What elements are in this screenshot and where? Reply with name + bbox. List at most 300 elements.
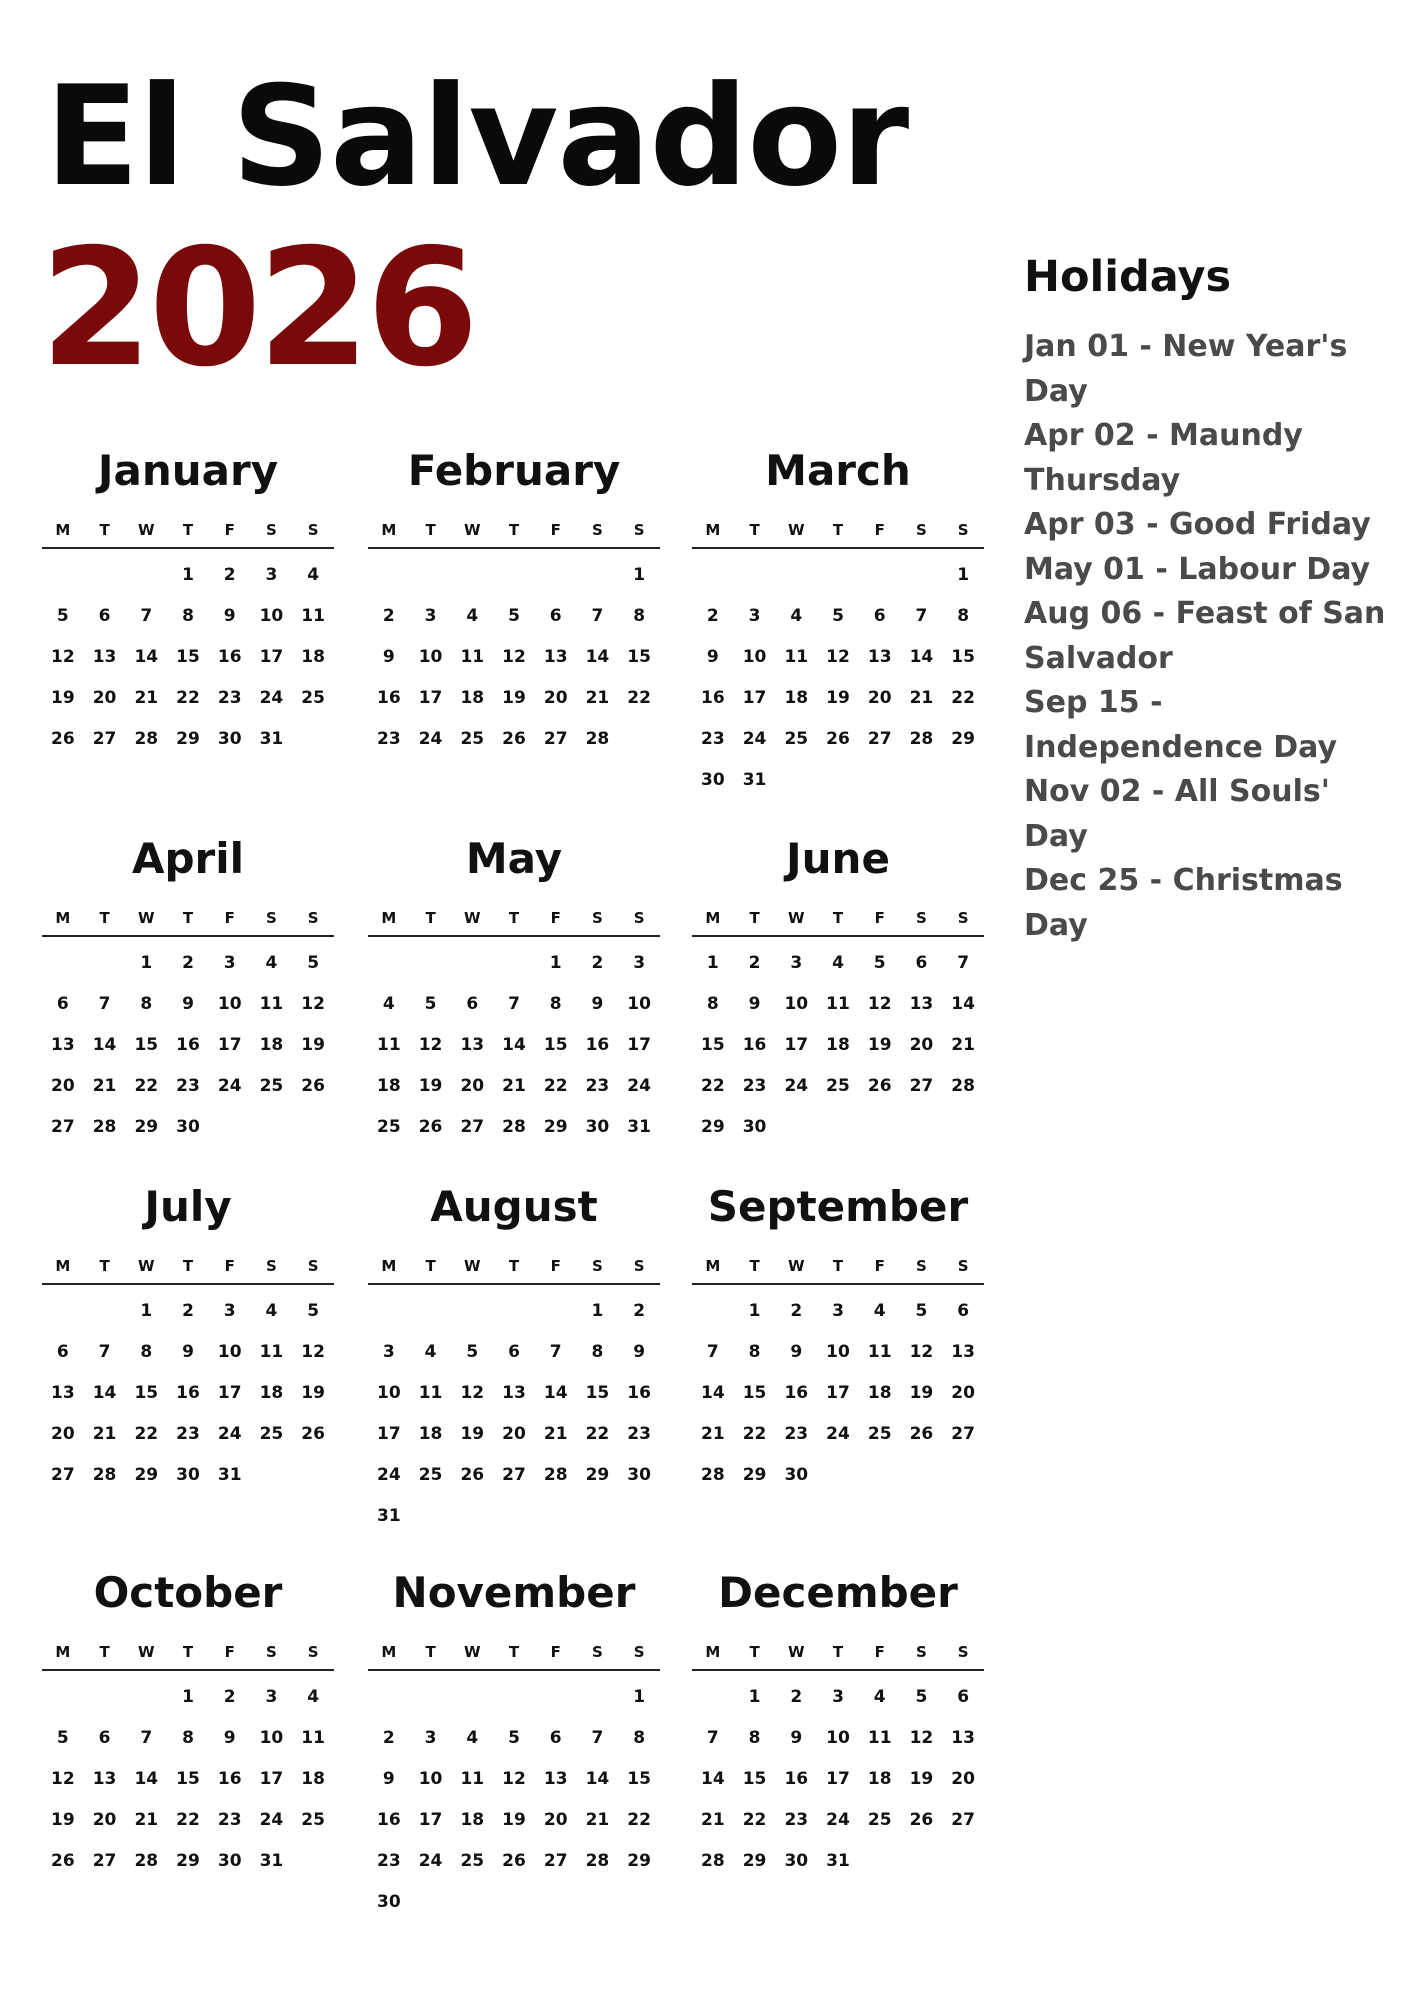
weekday-header (368, 521, 660, 549)
weekday-label: S (592, 1643, 603, 1661)
weekday-label: F (874, 1643, 885, 1661)
empty-day-cell (84, 943, 126, 984)
day-cell: 26 (909, 1810, 934, 1830)
empty-day-cell (859, 555, 901, 596)
day-cell: 29 (951, 729, 975, 749)
day-cell: 6 (98, 1728, 111, 1748)
day-cell: 3 (223, 953, 236, 973)
day-cell: 15 (951, 647, 975, 667)
month-name: October (93, 1568, 283, 1617)
weekday-label: F (874, 1257, 885, 1275)
weekday-label: T (832, 909, 844, 927)
day-cell: 13 (92, 647, 117, 667)
day-cell: 28 (543, 1465, 568, 1485)
day-cell: 3 (832, 1687, 844, 1707)
day-cell: 16 (217, 647, 242, 667)
empty-day-cell (692, 1291, 734, 1332)
day-cell: 25 (301, 688, 325, 708)
empty-day-cell (577, 1677, 619, 1718)
day-cell: 31 (259, 1851, 284, 1871)
weekday-label: T (832, 1643, 844, 1661)
day-cell: 16 (217, 1769, 242, 1789)
day-cell: 20 (951, 1383, 975, 1403)
holiday-item: Sep 15 - Independence Day (1024, 685, 1338, 765)
day-cell: 2 (591, 953, 604, 973)
weekday-label: W (788, 521, 805, 539)
weekday-label: S (592, 521, 603, 539)
day-cell: 17 (259, 647, 284, 667)
weekday-header (692, 909, 984, 937)
day-cell: 6 (56, 1342, 69, 1362)
weekday-label: S (592, 909, 603, 927)
day-cell: 10 (826, 1342, 850, 1362)
day-cell: 20 (867, 688, 892, 708)
day-cell: 11 (301, 1728, 325, 1748)
day-cell: 3 (265, 1687, 278, 1707)
day-cell: 4 (307, 1687, 320, 1707)
day-cell: 12 (909, 1342, 934, 1362)
empty-day-cell (493, 1291, 535, 1332)
weekday-label: S (266, 909, 277, 927)
day-cell: 10 (627, 994, 651, 1014)
month-name: November (392, 1568, 636, 1617)
day-cell: 12 (460, 1383, 485, 1403)
year-title: 2026 (40, 215, 475, 403)
weekday-label: T (99, 521, 110, 539)
day-cell: 6 (466, 994, 479, 1014)
day-cell: 14 (134, 647, 159, 667)
day-cell: 4 (307, 565, 320, 585)
day-cell: 6 (957, 1301, 970, 1321)
day-cell: 1 (706, 953, 719, 973)
holiday-item: Dec 25 - Christmas Day (1024, 863, 1343, 943)
month-name: June (786, 834, 890, 883)
weekday-label: W (138, 521, 155, 539)
day-cell: 12 (51, 1769, 75, 1789)
day-cell: 25 (301, 1810, 325, 1830)
weekday-label: T (425, 1643, 436, 1661)
day-cell: 3 (633, 953, 646, 973)
day-cell: 23 (784, 1810, 809, 1830)
weekday-label: T (508, 909, 520, 927)
holidays-title: Holidays (1024, 252, 1232, 302)
day-cell: 10 (259, 606, 284, 626)
day-cell: 10 (784, 994, 809, 1014)
day-cell: 29 (742, 1851, 767, 1871)
empty-day-cell (368, 1677, 410, 1718)
day-cell: 30 (742, 1117, 767, 1137)
empty-day-cell (451, 943, 493, 984)
weekday-label: S (592, 1257, 603, 1275)
day-cell: 1 (591, 1301, 604, 1321)
weekday-label: W (464, 521, 481, 539)
day-cell: 24 (784, 1076, 809, 1096)
day-cell: 15 (176, 1769, 200, 1789)
weekday-label: S (633, 521, 645, 539)
day-cell: 20 (951, 1769, 975, 1789)
weekday-label: W (788, 1257, 805, 1275)
day-cell: 24 (826, 1810, 850, 1830)
day-cell: 4 (466, 1728, 479, 1748)
day-cell: 29 (176, 729, 200, 749)
weekday-label: F (550, 1257, 561, 1275)
day-cell: 3 (790, 953, 803, 973)
day-cell: 28 (134, 729, 159, 749)
day-cell: 11 (784, 647, 809, 667)
weekday-label: F (224, 521, 235, 539)
empty-day-cell (451, 1291, 493, 1332)
day-cell: 23 (217, 1810, 242, 1830)
weekday-label: F (224, 1643, 235, 1661)
day-cell: 19 (301, 1035, 325, 1055)
day-cell: 8 (549, 994, 562, 1014)
day-cell: 2 (223, 1687, 236, 1707)
day-cell: 14 (134, 1769, 159, 1789)
day-cell: 31 (742, 770, 767, 790)
empty-day-cell (901, 555, 943, 596)
day-cell: 2 (382, 1728, 395, 1748)
month-august (368, 1182, 660, 1537)
empty-day-cell (368, 943, 410, 984)
day-cell: 24 (742, 729, 767, 749)
day-cell: 16 (585, 1035, 610, 1055)
month-name: January (97, 446, 279, 495)
day-cell: 16 (377, 688, 401, 708)
weekday-label: S (266, 1257, 277, 1275)
day-cell: 5 (56, 606, 69, 626)
empty-day-cell (692, 1677, 734, 1718)
weekday-label: M (705, 1643, 721, 1661)
day-cell: 6 (549, 606, 562, 626)
day-cell: 13 (867, 647, 892, 667)
day-cell: 17 (259, 1769, 284, 1789)
weekday-label: W (464, 1257, 481, 1275)
weekday-label: W (138, 1257, 155, 1275)
day-cell: 8 (140, 1342, 153, 1362)
day-cell: 22 (742, 1810, 767, 1830)
day-cell: 4 (265, 1301, 278, 1321)
day-cell: 18 (867, 1769, 892, 1789)
day-cell: 20 (502, 1424, 526, 1444)
day-cell: 25 (259, 1076, 284, 1096)
day-cell: 12 (826, 647, 850, 667)
day-cell: 28 (92, 1465, 117, 1485)
day-cell: 4 (790, 606, 803, 626)
empty-day-cell (535, 555, 577, 596)
day-cell: 14 (701, 1383, 725, 1403)
day-cell: 5 (873, 953, 886, 973)
weekday-label: S (916, 521, 927, 539)
weekday-header (692, 1643, 984, 1671)
weekday-label: M (705, 521, 721, 539)
day-cell: 16 (701, 688, 725, 708)
day-cell: 15 (627, 1769, 651, 1789)
day-cell: 30 (176, 1465, 200, 1485)
day-cell: 17 (217, 1383, 242, 1403)
day-cell: 22 (134, 1076, 159, 1096)
days-grid (368, 1677, 660, 1923)
weekday-label: F (874, 909, 885, 927)
empty-day-cell (451, 1677, 493, 1718)
day-cell: 21 (951, 1035, 975, 1055)
day-cell: 10 (377, 1383, 401, 1403)
holiday-item: Aug 06 - Feast of San Salvador (1024, 596, 1386, 676)
day-cell: 3 (748, 606, 761, 626)
day-cell: 28 (134, 1851, 159, 1871)
empty-day-cell (410, 1677, 452, 1718)
day-cell: 9 (706, 647, 719, 667)
weekday-label: W (788, 1643, 805, 1661)
weekday-label: S (957, 1257, 969, 1275)
weekday-label: T (99, 1257, 110, 1275)
day-cell: 30 (784, 1851, 809, 1871)
day-cell: 25 (867, 1424, 892, 1444)
day-cell: 27 (867, 729, 892, 749)
month-name: September (707, 1182, 969, 1231)
day-cell: 10 (418, 1769, 443, 1789)
days-grid (692, 555, 984, 801)
day-cell: 1 (748, 1687, 761, 1707)
day-cell: 21 (543, 1424, 568, 1444)
day-cell: 7 (957, 953, 970, 973)
day-cell: 18 (377, 1076, 401, 1096)
day-cell: 1 (182, 1687, 194, 1707)
day-cell: 18 (460, 1810, 485, 1830)
day-cell: 11 (867, 1728, 892, 1748)
weekday-label: S (307, 1643, 319, 1661)
holiday-item: Jan 01 - New Year's Day (1024, 329, 1348, 409)
day-cell: 5 (56, 1728, 69, 1748)
day-cell: 19 (301, 1383, 325, 1403)
day-cell: 20 (909, 1035, 934, 1055)
weekday-label: W (464, 909, 481, 927)
day-cell: 1 (182, 565, 194, 585)
day-cell: 13 (951, 1342, 975, 1362)
month-may (368, 834, 660, 1148)
weekday-label: M (381, 1643, 397, 1661)
day-cell: 23 (585, 1076, 610, 1096)
weekday-label: T (749, 1643, 760, 1661)
day-cell: 8 (182, 1728, 194, 1748)
day-cell: 6 (873, 606, 886, 626)
day-cell: 30 (217, 729, 242, 749)
weekday-label: S (916, 1643, 927, 1661)
day-cell: 22 (627, 688, 651, 708)
weekday-label: T (99, 909, 110, 927)
day-cell: 4 (466, 606, 479, 626)
day-cell: 1 (633, 565, 646, 585)
weekday-label: S (957, 1643, 969, 1661)
days-grid (692, 1291, 984, 1496)
day-cell: 27 (92, 729, 117, 749)
day-cell: 9 (182, 1342, 194, 1362)
day-cell: 7 (915, 606, 928, 626)
day-cell: 30 (701, 770, 725, 790)
day-cell: 2 (182, 1301, 194, 1321)
day-cell: 4 (424, 1342, 437, 1362)
day-cell: 9 (223, 606, 236, 626)
day-cell: 11 (460, 1769, 485, 1789)
weekday-label: S (266, 1643, 277, 1661)
weekday-label: S (957, 909, 969, 927)
day-cell: 6 (56, 994, 69, 1014)
day-cell: 3 (265, 565, 278, 585)
month-name: February (407, 446, 621, 495)
empty-day-cell (42, 943, 84, 984)
day-cell: 23 (784, 1424, 809, 1444)
day-cell: 24 (627, 1076, 651, 1096)
days-grid (42, 1291, 334, 1496)
day-cell: 31 (377, 1506, 401, 1526)
weekday-header (368, 1257, 660, 1285)
day-cell: 22 (742, 1424, 767, 1444)
month-october (42, 1568, 334, 1882)
holidays-panel (1024, 252, 1396, 948)
weekday-label: S (307, 909, 319, 927)
empty-day-cell (535, 1677, 577, 1718)
days-grid (692, 943, 984, 1148)
day-cell: 17 (627, 1035, 651, 1055)
empty-day-cell (775, 555, 817, 596)
day-cell: 25 (784, 729, 809, 749)
day-cell: 19 (867, 1035, 892, 1055)
month-february (368, 446, 660, 760)
day-cell: 16 (742, 1035, 767, 1055)
weekday-label: M (55, 909, 71, 927)
day-cell: 5 (508, 1728, 520, 1748)
day-cell: 7 (98, 994, 111, 1014)
day-cell: 11 (301, 606, 325, 626)
days-grid (42, 555, 334, 760)
day-cell: 28 (951, 1076, 975, 1096)
weekday-header (42, 1257, 334, 1285)
day-cell: 27 (543, 1851, 568, 1871)
day-cell: 28 (701, 1465, 725, 1485)
days-grid (692, 1677, 984, 1882)
empty-day-cell (84, 555, 126, 596)
empty-day-cell (42, 1291, 84, 1332)
month-name: May (465, 834, 563, 883)
weekday-label: S (307, 1257, 319, 1275)
weekday-label: T (182, 521, 194, 539)
day-cell: 15 (543, 1035, 568, 1055)
day-cell: 26 (301, 1076, 325, 1096)
day-cell: 26 (418, 1117, 443, 1137)
day-cell: 18 (418, 1424, 443, 1444)
month-july (42, 1182, 334, 1496)
day-cell: 13 (460, 1035, 485, 1055)
day-cell: 15 (585, 1383, 610, 1403)
day-cell: 14 (701, 1769, 725, 1789)
day-cell: 25 (460, 1851, 485, 1871)
day-cell: 17 (826, 1383, 850, 1403)
day-cell: 10 (217, 1342, 242, 1362)
weekday-label: T (832, 1257, 844, 1275)
weekday-label: S (916, 909, 927, 927)
day-cell: 21 (134, 1810, 159, 1830)
day-cell: 13 (951, 1728, 975, 1748)
day-cell: 27 (951, 1810, 975, 1830)
day-cell: 9 (223, 1728, 236, 1748)
day-cell: 18 (301, 1769, 325, 1789)
day-cell: 26 (826, 729, 850, 749)
day-cell: 30 (585, 1117, 610, 1137)
day-cell: 25 (377, 1117, 401, 1137)
day-cell: 23 (701, 729, 725, 749)
day-cell: 27 (51, 1117, 75, 1137)
day-cell: 11 (867, 1342, 892, 1362)
day-cell: 2 (633, 1301, 646, 1321)
day-cell: 21 (701, 1810, 725, 1830)
weekday-label: F (550, 1643, 561, 1661)
day-cell: 29 (134, 1465, 159, 1485)
day-cell: 17 (826, 1769, 850, 1789)
day-cell: 31 (259, 729, 284, 749)
day-cell: 7 (140, 606, 153, 626)
empty-day-cell (410, 555, 452, 596)
day-cell: 2 (182, 953, 194, 973)
day-cell: 23 (627, 1424, 651, 1444)
day-cell: 28 (701, 1851, 725, 1871)
days-grid (368, 1291, 660, 1537)
days-grid (368, 555, 660, 760)
weekday-label: F (874, 521, 885, 539)
day-cell: 19 (502, 688, 526, 708)
empty-day-cell (692, 555, 734, 596)
day-cell: 18 (259, 1035, 284, 1055)
day-cell: 4 (265, 953, 278, 973)
weekday-header (368, 909, 660, 937)
day-cell: 21 (502, 1076, 526, 1096)
day-cell: 2 (790, 1687, 803, 1707)
day-cell: 12 (502, 647, 526, 667)
day-cell: 27 (951, 1424, 975, 1444)
days-grid (368, 943, 660, 1148)
days-grid (42, 943, 334, 1148)
day-cell: 10 (217, 994, 242, 1014)
day-cell: 19 (826, 688, 850, 708)
day-cell: 17 (742, 688, 767, 708)
weekday-label: W (788, 909, 805, 927)
day-cell: 16 (377, 1810, 401, 1830)
day-cell: 16 (176, 1383, 200, 1403)
day-cell: 5 (307, 1301, 320, 1321)
day-cell: 28 (502, 1117, 526, 1137)
weekday-label: W (138, 1643, 155, 1661)
weekday-label: W (138, 909, 155, 927)
day-cell: 30 (377, 1892, 401, 1912)
weekday-label: T (99, 1643, 110, 1661)
day-cell: 12 (909, 1728, 934, 1748)
day-cell: 11 (418, 1383, 443, 1403)
day-cell: 14 (92, 1383, 117, 1403)
day-cell: 8 (748, 1728, 761, 1748)
day-cell: 5 (307, 953, 320, 973)
day-cell: 2 (706, 606, 719, 626)
day-cell: 11 (259, 994, 284, 1014)
weekday-label: T (749, 1257, 760, 1275)
day-cell: 27 (92, 1851, 117, 1871)
weekday-label: F (550, 521, 561, 539)
day-cell: 3 (382, 1342, 395, 1362)
day-cell: 26 (301, 1424, 325, 1444)
day-cell: 1 (633, 1687, 646, 1707)
month-december (692, 1568, 984, 1882)
day-cell: 29 (627, 1851, 651, 1871)
day-cell: 8 (140, 994, 153, 1014)
empty-day-cell (84, 1677, 126, 1718)
day-cell: 27 (909, 1076, 934, 1096)
